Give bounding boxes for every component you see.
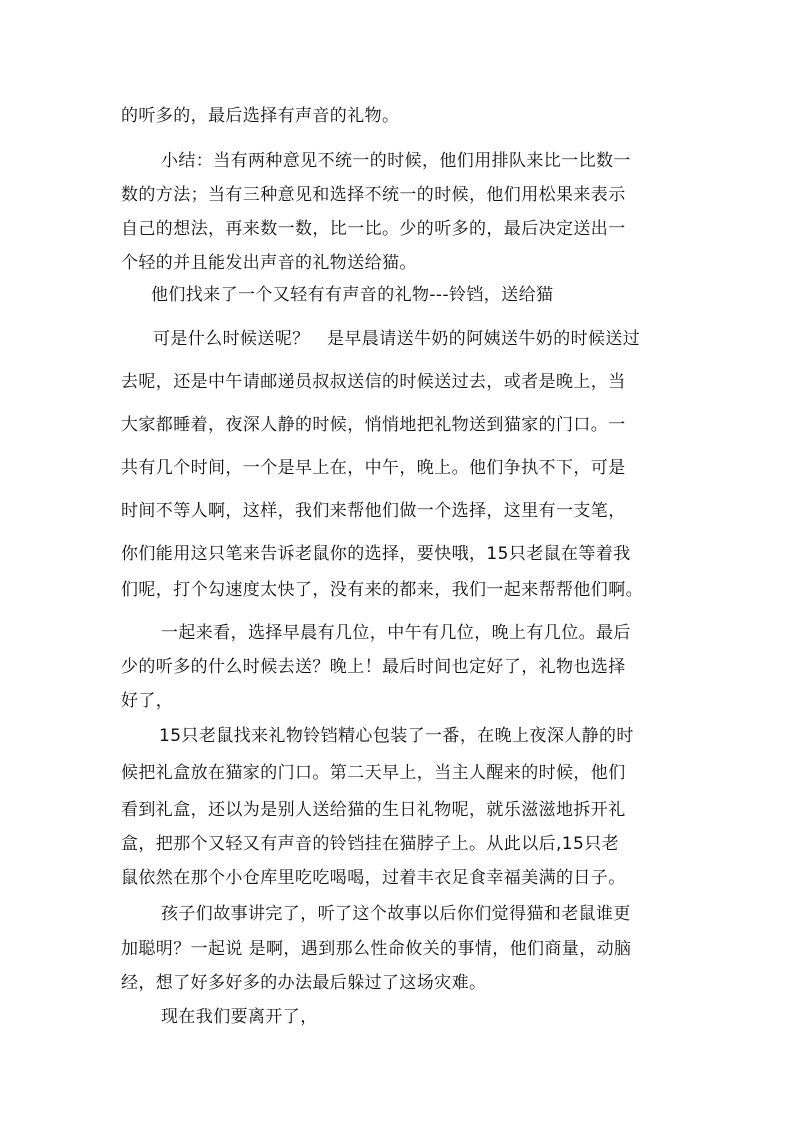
text-line-11: 时间不等人啊，这样，我们来帮他们做一个选择，这里有一支笔，	[121, 501, 626, 521]
text-line-18: 候把礼盒放在猫家的门口。第二天早上，当主人醒来的时候，他们	[121, 763, 626, 783]
text-line-17: 15只老鼠找来礼物铃铛精心包装了一番，在晚上夜深人静的时	[159, 726, 634, 746]
text-line-21: 鼠依然在那个小仓库里吃吃喝喝，过着丰衣足食幸福美满的日子。	[121, 868, 626, 888]
text-line-13: 们呢，打个勾速度太快了，没有来的都来，我们一起来帮帮他们啊。	[121, 580, 643, 600]
text-line-20: 盒，把那个又轻又有声音的铃铛挂在猫脖子上。从此以后,15只老	[121, 834, 620, 854]
text-line-4: 自己的想法，再来数一数，比一比。少的听多的，最后决定送出一	[121, 219, 626, 239]
text-line-2: 小结：当有两种意见不统一的时候，他们用排队来比一比数一	[161, 151, 631, 171]
text-line-12: 你们能用这只笔来告诉老鼠你的选择，要快哦，15只老鼠在等着我	[121, 544, 631, 564]
text-line-3: 数的方法；当有三种意见和选择不统一的时候，他们用松果来表示	[121, 185, 626, 205]
text-line-1: 的听多的，最后选择有声音的礼物。	[121, 106, 400, 126]
text-line-15: 少的听多的什么时候去送？晚上！最后时间也定好了，礼物也选择	[121, 657, 626, 677]
text-line-5: 个轻的并且能发出声音的礼物送给猫。	[121, 253, 417, 273]
text-line-19: 看到礼盒，还以为是别人送给猫的生日礼物呢，就乐滋滋地拆开礼	[121, 800, 626, 820]
text-line-23: 加聪明？一起说 是啊，遇到那么性命攸关的事情，他们商量，动脑	[121, 939, 632, 959]
text-line-24: 经，想了好多好多的办法最后躲过了这场灾难。	[121, 973, 487, 993]
text-line-8: 去呢，还是中午请邮递员叔叔送信的时候送过去，或者是晚上，当	[121, 372, 626, 392]
text-line-22: 孩子们故事讲完了，听了这个故事以后你们觉得猫和老鼠谁更	[161, 904, 631, 924]
text-line-7: 可是什么时候送呢？ 是早晨请送牛奶的阿姨送牛奶的时候送过	[153, 329, 641, 349]
text-line-16: 好了，	[121, 691, 174, 711]
text-line-9: 大家都睡着，夜深人静的时候，悄悄地把礼物送到猫家的门口。一	[121, 415, 626, 435]
text-line-25: 现在我们要离开了，	[161, 1007, 318, 1027]
text-line-6: 他们找来了一个又轻有有声音的礼物---铃铛，送给猫	[151, 285, 554, 305]
text-line-14: 一起来看，选择早晨有几位，中午有几位，晚上有几位。最后	[161, 623, 631, 643]
text-line-10: 共有几个时间，一个是早上在，中午，晚上。他们争执不下，可是	[121, 458, 626, 478]
